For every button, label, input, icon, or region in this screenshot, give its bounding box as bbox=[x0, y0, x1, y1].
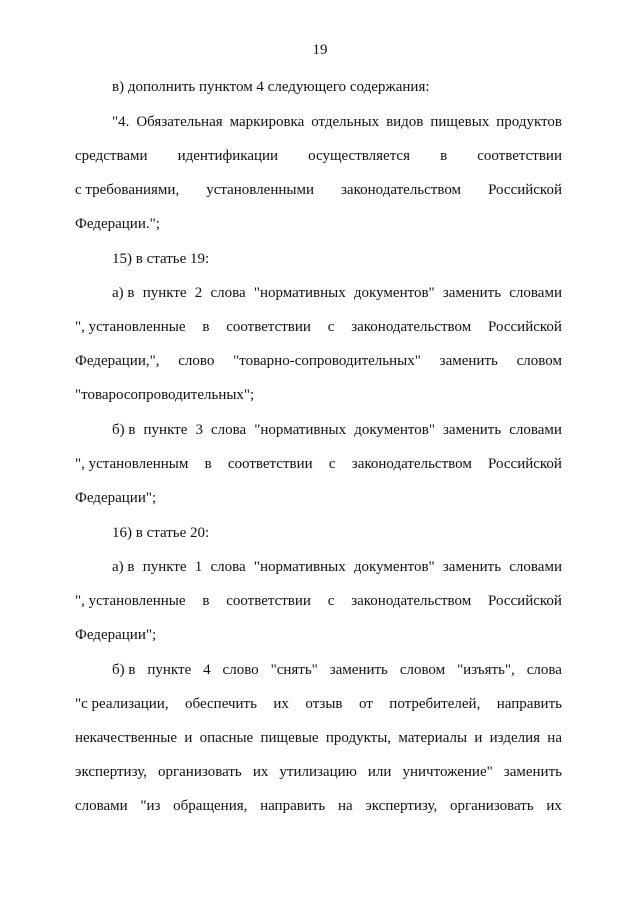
text-word: Российской bbox=[488, 319, 562, 335]
text-word: слова bbox=[210, 285, 246, 301]
text-word: видов bbox=[386, 114, 424, 130]
text-word: соответствии bbox=[226, 319, 311, 335]
text-word: продуктов bbox=[496, 114, 562, 130]
text-line bbox=[112, 283, 562, 303]
text-word: в bbox=[202, 319, 210, 335]
text-word: слова bbox=[210, 559, 246, 575]
text-line bbox=[112, 557, 562, 577]
text-word: экспертизу, bbox=[75, 764, 147, 780]
text-word: Федерации,", bbox=[75, 353, 160, 369]
text-word: заменить bbox=[503, 764, 562, 780]
text-word: Российской bbox=[488, 182, 562, 198]
text-word: а) в bbox=[112, 559, 135, 575]
text-word: ", установленным bbox=[75, 456, 189, 472]
text-word: организовать bbox=[449, 798, 534, 814]
text-word: 4 bbox=[203, 662, 211, 678]
page-number: 19 bbox=[312, 42, 328, 58]
text-line bbox=[112, 77, 562, 97]
text-line bbox=[75, 625, 562, 645]
text-line bbox=[75, 728, 562, 748]
text-word: заменить bbox=[439, 353, 498, 369]
text-line bbox=[75, 146, 562, 166]
text-word: пункте bbox=[142, 285, 187, 301]
text-line bbox=[75, 591, 562, 611]
text-word: документов" bbox=[353, 285, 435, 301]
text-word: средствами bbox=[75, 148, 148, 164]
text-word: материалы bbox=[398, 730, 468, 746]
text-word: отзыв bbox=[305, 696, 343, 712]
text-word: "из bbox=[140, 798, 161, 814]
text-word: пункте bbox=[142, 559, 187, 575]
text-word: законодательством bbox=[351, 456, 472, 472]
text-word: на bbox=[337, 798, 353, 814]
text-word: в bbox=[204, 456, 212, 472]
text-word: слова bbox=[526, 662, 562, 678]
text-word: и bbox=[184, 730, 193, 746]
text-word: 16) в статье 20: bbox=[112, 525, 210, 541]
text-word: "нормативных bbox=[253, 559, 346, 575]
text-word: слова bbox=[211, 422, 247, 438]
text-word: опасные bbox=[199, 730, 254, 746]
text-word: ", установленные bbox=[75, 319, 186, 335]
text-line bbox=[75, 180, 562, 200]
text-line bbox=[75, 214, 562, 234]
text-word: б) в bbox=[112, 662, 136, 678]
text-word: некачественные bbox=[75, 730, 178, 746]
text-word: изделия bbox=[489, 730, 541, 746]
text-word: и bbox=[474, 730, 483, 746]
text-word: пункте bbox=[147, 662, 192, 678]
text-word: маркировка bbox=[229, 114, 305, 130]
text-line bbox=[112, 112, 562, 132]
text-word: заменить bbox=[443, 422, 502, 438]
text-word: словом bbox=[516, 353, 562, 369]
text-line bbox=[75, 488, 562, 508]
text-word: заменить bbox=[442, 559, 502, 575]
text-word: утилизацию bbox=[279, 764, 357, 780]
text-word: с bbox=[328, 456, 336, 472]
text-word: б) в bbox=[112, 422, 136, 438]
text-word: уничтожение" bbox=[402, 764, 493, 780]
text-word: с bbox=[327, 593, 335, 609]
text-word: организовать bbox=[158, 764, 242, 780]
text-word: законодательством bbox=[341, 182, 462, 198]
text-word: а) в bbox=[112, 285, 135, 301]
text-word: 3 bbox=[195, 422, 203, 438]
text-word: 1 bbox=[194, 559, 203, 575]
text-line bbox=[75, 796, 562, 816]
text-word: соответствии bbox=[477, 148, 562, 164]
text-word: 2 bbox=[194, 285, 203, 301]
text-word: "изъять", bbox=[457, 662, 515, 678]
text-line bbox=[112, 523, 562, 543]
text-word: экспертизу, bbox=[365, 798, 438, 814]
text-word: документов" bbox=[354, 422, 435, 438]
text-line bbox=[75, 351, 562, 371]
text-word: Российской bbox=[488, 456, 562, 472]
text-line bbox=[75, 454, 562, 474]
text-word: заменить bbox=[329, 662, 388, 678]
text-word: Федерации"; bbox=[75, 490, 157, 506]
text-word: документов" bbox=[353, 559, 435, 575]
text-line bbox=[75, 762, 562, 782]
text-word: "товарно-сопроводительных" bbox=[233, 353, 421, 369]
text-word: "снять" bbox=[270, 662, 318, 678]
text-word: "товаросопроводительных"; bbox=[75, 387, 255, 403]
text-word: с требованиями, bbox=[75, 182, 180, 198]
text-word: "нормативных bbox=[254, 422, 347, 438]
text-word: продукты, bbox=[325, 730, 392, 746]
text-word: потребителей, bbox=[389, 696, 481, 712]
text-word: пункте bbox=[143, 422, 188, 438]
text-word: пищевых bbox=[430, 114, 490, 130]
text-word: от bbox=[358, 696, 373, 712]
text-word: словами bbox=[509, 559, 562, 575]
text-line bbox=[112, 249, 562, 269]
text-word: Обязательная bbox=[136, 114, 223, 130]
text-word: "нормативных bbox=[253, 285, 346, 301]
text-word: их bbox=[252, 764, 269, 780]
text-word: или bbox=[367, 764, 392, 780]
text-word: слово bbox=[178, 353, 215, 369]
text-line bbox=[112, 660, 562, 680]
text-word: законодательством bbox=[351, 593, 472, 609]
text-word: в bbox=[440, 148, 448, 164]
text-word: установленными bbox=[206, 182, 314, 198]
text-word: "с реализации, bbox=[75, 696, 169, 712]
text-word: ", установленные bbox=[75, 593, 186, 609]
text-line bbox=[75, 694, 562, 714]
text-word: в bbox=[202, 593, 210, 609]
text-word: в) дополнить пунктом 4 следующего содержания: bbox=[112, 79, 430, 95]
text-word: словом bbox=[399, 662, 446, 678]
text-word: осуществляется bbox=[308, 148, 410, 164]
text-word: их bbox=[546, 798, 562, 814]
text-word: пищевые bbox=[260, 730, 319, 746]
text-word: их bbox=[273, 696, 289, 712]
text-line bbox=[75, 385, 562, 405]
text-line bbox=[75, 317, 562, 337]
text-word: заменить bbox=[442, 285, 502, 301]
text-word: "4. bbox=[112, 114, 130, 130]
text-word: 15) в статье 19: bbox=[112, 251, 210, 267]
text-word: Федерации."; bbox=[75, 216, 160, 232]
text-word: законодательством bbox=[351, 319, 472, 335]
text-word: направить bbox=[260, 798, 326, 814]
text-word: направить bbox=[496, 696, 562, 712]
text-word: словами bbox=[509, 422, 562, 438]
text-word: отдельных bbox=[311, 114, 380, 130]
text-word: на bbox=[547, 730, 562, 746]
text-word: слово bbox=[222, 662, 259, 678]
text-word: Федерации"; bbox=[75, 627, 157, 643]
text-line bbox=[112, 420, 562, 440]
text-word: Российской bbox=[488, 593, 562, 609]
text-word: обеспечить bbox=[185, 696, 257, 712]
text-word: словами bbox=[509, 285, 562, 301]
text-word: обращения, bbox=[173, 798, 248, 814]
text-word: словами bbox=[75, 798, 128, 814]
text-word: с bbox=[327, 319, 335, 335]
text-word: идентификации bbox=[177, 148, 279, 164]
text-word: соответствии bbox=[227, 456, 313, 472]
text-word: соответствии bbox=[226, 593, 311, 609]
